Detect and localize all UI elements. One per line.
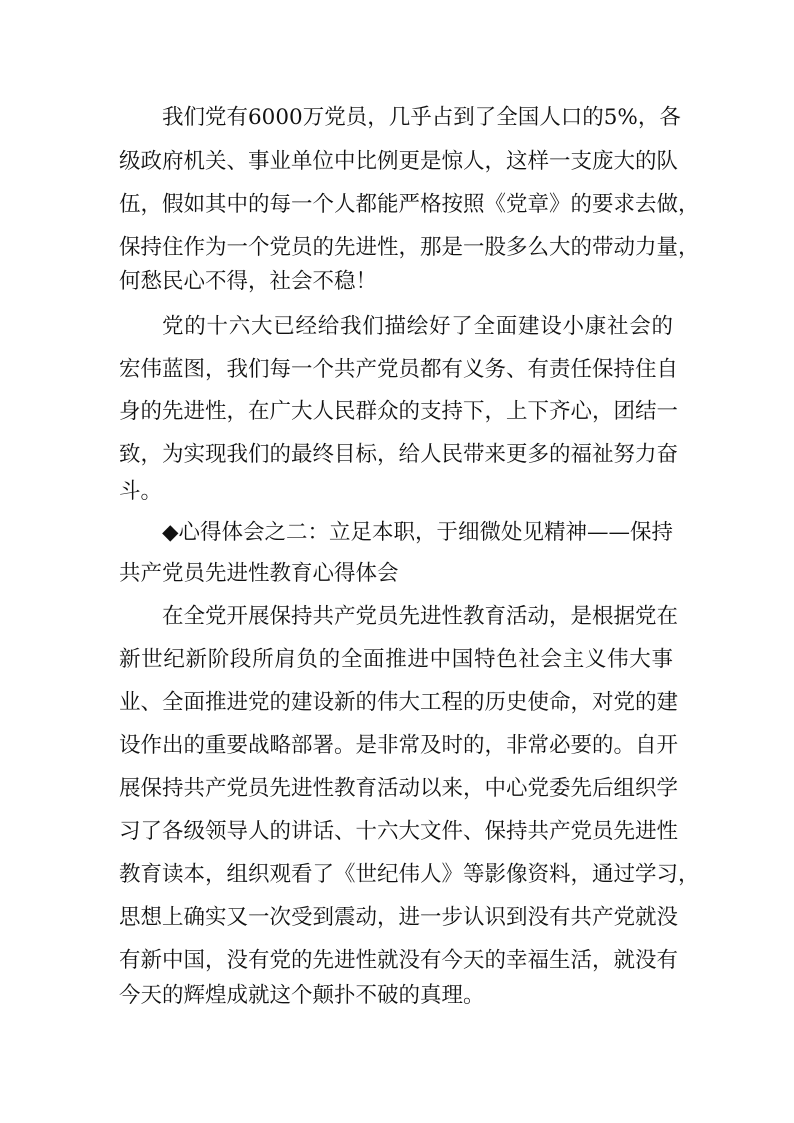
- text-line: 伍，假如其中的每一个人都能严格按照《党章》的要求去做，: [119, 192, 700, 217]
- text-line: 我们党有6000万党员，几乎占到了全国人口的5%，各: [162, 105, 681, 130]
- text-line: 在全党开展保持共产党员先进性教育活动，是根据党在: [162, 604, 679, 629]
- text-line: 新世纪新阶段所肩负的全面推进中国特色社会主义伟大事: [119, 647, 673, 672]
- text-line: 习了各级领导人的讲话、十六大文件、保持共产党员先进性: [119, 819, 679, 844]
- text-line: 思想上确实又一次受到震动，进一步认识到没有共产党就没: [119, 905, 679, 930]
- text-line: 宏伟蓝图，我们每一个共产党员都有义务、有责任保持住自: [119, 357, 679, 382]
- text-line: 保持住作为一个党员的先进性，那是一股多么大的带动力量，: [119, 235, 700, 260]
- text-line: 今天的辉煌成就这个颠扑不破的真理。: [119, 983, 485, 1008]
- text-line: 业、全面推进党的建设新的伟大工程的历史使命，对党的建: [119, 690, 679, 715]
- text-line: 党的十六大已经给我们描绘好了全面建设小康社会的: [162, 314, 673, 339]
- heading-line: ◆心得体会之二：立足本职，于细微处见精神——保持: [162, 520, 674, 545]
- text-line: 何愁民心不得，社会不稳！: [119, 269, 378, 294]
- text-line: 设作出的重要战略部署。是非常及时的，非常必要的。自开: [119, 733, 679, 758]
- text-line: 展保持共产党员先进性教育活动以来，中心党委先后组织学: [119, 776, 679, 801]
- text-line: 级政府机关、事业单位中比例更是惊人，这样一支庞大的队: [119, 149, 679, 174]
- heading-line: 共产党员先进性教育心得体会: [119, 561, 399, 586]
- text-line: 身的先进性，在广大人民群众的支持下，上下齐心，团结一: [119, 399, 679, 424]
- text-line: 教育读本，组织观看了《世纪伟人》等影像资料，通过学习，: [119, 862, 700, 887]
- text-line: 有新中国，没有党的先进性就没有今天的幸福生活，就没有: [119, 948, 679, 973]
- text-line: 致，为实现我们的最终目标，给人民带来更多的福祉努力奋: [119, 442, 679, 467]
- text-line: 斗。: [119, 479, 163, 504]
